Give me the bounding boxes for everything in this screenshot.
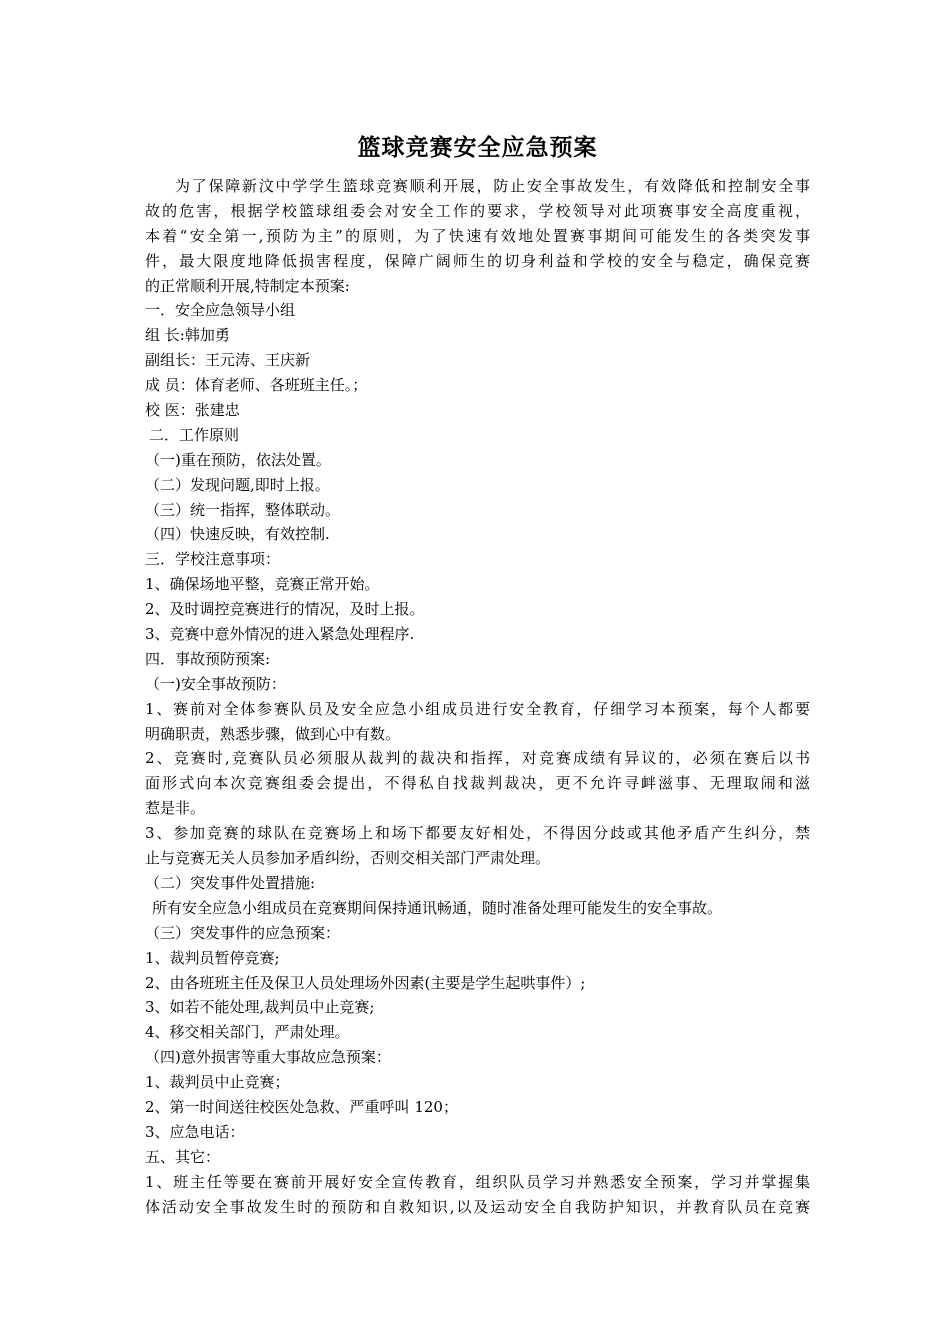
text-line: 二．工作原则 xyxy=(149,425,240,444)
text-line: 3、竞赛中意外情况的进入紧急处理程序. xyxy=(145,625,415,644)
text-line: 明确职责，熟悉步骤，做到心中有数。 xyxy=(145,724,401,743)
text-line: 1、班主任等要在赛前开展好安全宣传教育，组织队员学习并熟悉安全预案，学习并掌握集 xyxy=(145,1172,810,1191)
text-line: 五、其它： xyxy=(145,1147,221,1166)
text-line: （二）突发事件处置措施: xyxy=(145,873,316,892)
text-line: 2、竞赛时,竞赛队员必须服从裁判的裁决和指挥，对竞赛成绩有异议的，必须在赛后以书 xyxy=(145,749,810,768)
text-line: （二）发现问题,即时上报。 xyxy=(145,475,330,494)
text-line: 四．事故预防预案: xyxy=(145,649,271,668)
document-body xyxy=(145,174,810,1219)
text-line: 1、赛前对全体参赛队员及安全应急小组成员进行安全教育，仔细学习本预案，每个人都要 xyxy=(145,699,810,718)
text-line: （四)意外损害等重大事故应急预案： xyxy=(145,1048,391,1067)
text-line: 2、及时调控竞赛进行的情况，及时上报。 xyxy=(145,600,425,619)
text-line: 止与竞赛无关人员参加矛盾纠纷，否则交相关部门严肃处理。 xyxy=(145,849,551,868)
text-line: 为了保障新汶中学学生篮球竞赛顺利开展，防止安全事故发生，有效降低和控制安全事 xyxy=(175,177,810,195)
text-line: 1、裁判员暂停竞赛; xyxy=(145,948,280,967)
text-line: 4、移交相关部门，严肃处理。 xyxy=(145,1023,350,1042)
text-line: 3、如若不能处理,裁判员中止竞赛; xyxy=(145,998,375,1017)
document-title: 篮球竞赛安全应急预案 xyxy=(357,134,598,161)
text-line: 面形式向本次竞赛组委会提出，不得私自找裁判裁决，更不允许寻衅滋事、无理取闹和滋 xyxy=(145,774,810,793)
text-line: （三）统一指挥，整体联动。 xyxy=(145,500,341,519)
text-line: （一)重在预防，依法处置。 xyxy=(145,450,331,469)
text-line: 三．学校注意事项： xyxy=(145,550,281,569)
text-line: （三）突发事件的应急预案： xyxy=(145,923,341,942)
text-line: 2、第一时间送往校医处急救、严重呼叫 120； xyxy=(145,1097,458,1116)
text-line: 的正常顺利开展,特制定本预案: xyxy=(145,276,350,295)
document-page xyxy=(145,128,810,1219)
text-line: （一)安全事故预防： xyxy=(145,674,286,693)
text-line: 本着“安全第一,预防为主”的原则，为了快速有效地处置赛事期间可能发生的各类突发事 xyxy=(145,226,810,245)
text-line: 组 长:韩加勇 xyxy=(145,326,230,345)
text-line: 故的危害，根据学校篮球组委会对安全工作的要求，学校领导对此项赛事安全高度重视， xyxy=(145,201,810,220)
text-line: 惹是非。 xyxy=(145,799,206,818)
text-line: 3、应急电话： xyxy=(145,1122,245,1141)
text-line: 1、确保场地平整，竞赛正常开始。 xyxy=(145,575,380,594)
text-line: 校 医：张建忠 xyxy=(145,401,240,420)
text-line: 所有安全应急小组成员在竞赛期间保持通讯畅通，随时准备处理可能发生的安全事故。 xyxy=(152,898,723,917)
text-line: 一．安全应急领导小组 xyxy=(145,301,296,320)
text-line: 成 员：体育老师、各班班主任。； xyxy=(145,376,368,395)
text-line: 1、裁判员中止竞赛； xyxy=(145,1073,290,1092)
text-line: 3、参加竞赛的球队在竞赛场上和场下都要友好相处，不得因分歧或其他矛盾产生纠分，禁 xyxy=(145,824,810,843)
text-line: 副组长：王元涛、王庆新 xyxy=(145,351,311,370)
text-line: （四）快速反映，有效控制. xyxy=(145,525,330,544)
text-line: 体活动安全事故发生时的预防和自救知识,以及运动安全自我防护知识，并教育队员在竞赛 xyxy=(145,1197,810,1216)
text-line: 2、由各班班主任及保卫人员处理场外因素(主要是学生起哄事件）; xyxy=(145,973,586,992)
text-line: 件，最大限度地降低损害程度，保障广阔师生的切身利益和学校的安全与稳定，确保竞赛 xyxy=(145,251,810,270)
